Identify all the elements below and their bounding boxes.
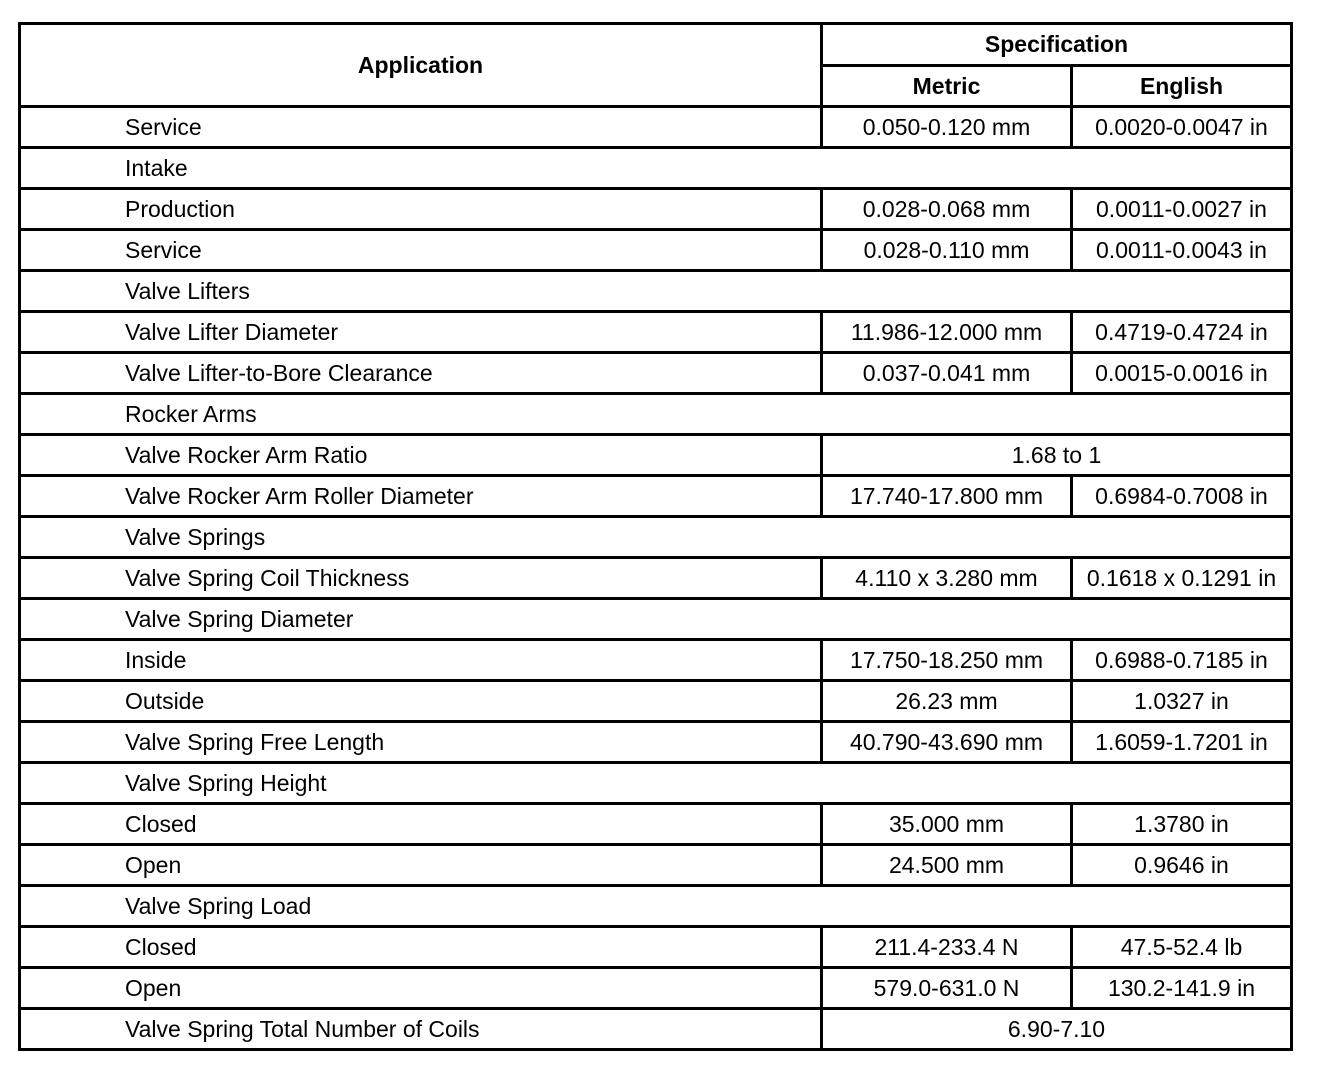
- application-cell: Production: [20, 189, 822, 230]
- metric-cell: 0.050-0.120 mm: [822, 107, 1072, 148]
- application-cell: Open: [20, 968, 822, 1009]
- application-cell: Outside: [20, 681, 822, 722]
- application-cell: Closed: [20, 804, 822, 845]
- section-row: [20, 271, 1292, 312]
- english-cell: 0.0011-0.0043 in: [1072, 230, 1292, 271]
- metric-cell: 40.790-43.690 mm: [822, 722, 1072, 763]
- application-cell: Open: [20, 845, 822, 886]
- metric-cell: 11.986-12.000 mm: [822, 312, 1072, 353]
- metric-cell: 17.750-18.250 mm: [822, 640, 1072, 681]
- table-row: [20, 476, 1292, 517]
- metric-header: Metric: [822, 66, 1072, 107]
- english-cell: 0.4719-0.4724 in: [1072, 312, 1292, 353]
- metric-cell: 24.500 mm: [822, 845, 1072, 886]
- section-row: [20, 763, 1292, 804]
- english-header: English: [1072, 66, 1292, 107]
- table-row: [20, 845, 1292, 886]
- section-label: Valve Spring Diameter: [20, 599, 1292, 640]
- english-cell: 47.5-52.4 lb: [1072, 927, 1292, 968]
- table-row: [20, 230, 1292, 271]
- section-label: Intake: [20, 148, 1292, 189]
- application-cell: Service: [20, 230, 822, 271]
- english-cell: 1.3780 in: [1072, 804, 1292, 845]
- english-cell: 0.9646 in: [1072, 845, 1292, 886]
- application-cell: Valve Lifter-to-Bore Clearance: [20, 353, 822, 394]
- table-body: [20, 107, 1292, 1050]
- english-cell: 130.2-141.9 in: [1072, 968, 1292, 1009]
- table-row: [20, 1009, 1292, 1050]
- table-row: [20, 312, 1292, 353]
- application-cell: Valve Rocker Arm Ratio: [20, 435, 822, 476]
- application-cell: Inside: [20, 640, 822, 681]
- combined-spec-cell: 6.90-7.10: [822, 1009, 1292, 1050]
- table-row: [20, 927, 1292, 968]
- metric-cell: 0.037-0.041 mm: [822, 353, 1072, 394]
- table-row: [20, 804, 1292, 845]
- section-row: [20, 599, 1292, 640]
- application-cell: Service: [20, 107, 822, 148]
- table-row: [20, 681, 1292, 722]
- table-row: [20, 435, 1292, 476]
- section-label: Valve Spring Load: [20, 886, 1292, 927]
- application-cell: Valve Rocker Arm Roller Diameter: [20, 476, 822, 517]
- application-header: Application: [20, 24, 822, 107]
- table-row: [20, 353, 1292, 394]
- combined-spec-cell: 1.68 to 1: [822, 435, 1292, 476]
- application-cell: Valve Spring Coil Thickness: [20, 558, 822, 599]
- english-cell: 0.0020-0.0047 in: [1072, 107, 1292, 148]
- metric-cell: 17.740-17.800 mm: [822, 476, 1072, 517]
- metric-cell: 0.028-0.110 mm: [822, 230, 1072, 271]
- application-cell: Valve Lifter Diameter: [20, 312, 822, 353]
- english-cell: 1.0327 in: [1072, 681, 1292, 722]
- metric-cell: 4.110 x 3.280 mm: [822, 558, 1072, 599]
- section-row: [20, 517, 1292, 558]
- valve-specification-table: [18, 22, 1293, 1051]
- section-label: Valve Spring Height: [20, 763, 1292, 804]
- application-cell: Valve Spring Free Length: [20, 722, 822, 763]
- specification-header: Specification: [822, 24, 1292, 66]
- english-cell: 0.0015-0.0016 in: [1072, 353, 1292, 394]
- metric-cell: 26.23 mm: [822, 681, 1072, 722]
- section-row: [20, 886, 1292, 927]
- english-cell: 0.6988-0.7185 in: [1072, 640, 1292, 681]
- table-row: [20, 968, 1292, 1009]
- application-cell: Valve Spring Total Number of Coils: [20, 1009, 822, 1050]
- metric-cell: 35.000 mm: [822, 804, 1072, 845]
- section-row: [20, 394, 1292, 435]
- metric-cell: 579.0-631.0 N: [822, 968, 1072, 1009]
- table-row: [20, 558, 1292, 599]
- section-label: Rocker Arms: [20, 394, 1292, 435]
- table-row: [20, 107, 1292, 148]
- section-label: Valve Springs: [20, 517, 1292, 558]
- table-row: [20, 189, 1292, 230]
- section-row: [20, 148, 1292, 189]
- english-cell: 0.6984-0.7008 in: [1072, 476, 1292, 517]
- table-row: [20, 722, 1292, 763]
- english-cell: 0.0011-0.0027 in: [1072, 189, 1292, 230]
- table-row: [20, 640, 1292, 681]
- metric-cell: 211.4-233.4 N: [822, 927, 1072, 968]
- english-cell: 0.1618 x 0.1291 in: [1072, 558, 1292, 599]
- application-cell: Closed: [20, 927, 822, 968]
- english-cell: 1.6059-1.7201 in: [1072, 722, 1292, 763]
- metric-cell: 0.028-0.068 mm: [822, 189, 1072, 230]
- section-label: Valve Lifters: [20, 271, 1292, 312]
